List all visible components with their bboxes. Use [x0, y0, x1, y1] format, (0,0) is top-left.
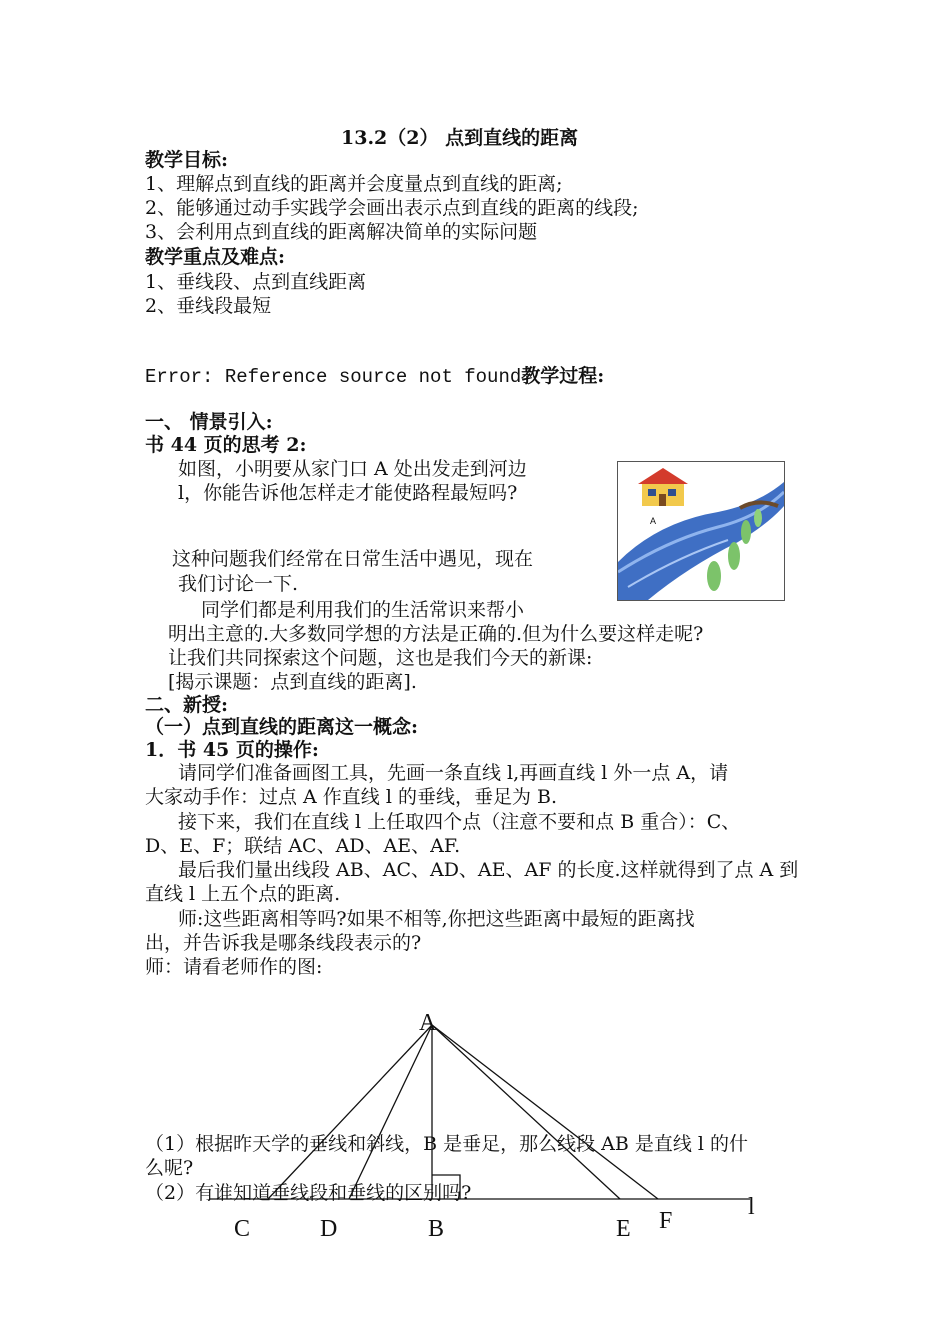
label-c: C [234, 1216, 251, 1242]
label-d: D [320, 1216, 338, 1242]
question-1-line1: （1）根据昨天学的垂线和斜线，B 是垂足，那么线段 AB 是直线 l 的什 [145, 1133, 749, 1155]
section2-para4-line2: 出，并告诉我是哪条线段表示的? [145, 932, 422, 954]
illustration-label-a: A [650, 516, 657, 526]
section1-heading: 一、 情景引入: [145, 411, 273, 433]
segment-ad [349, 1025, 432, 1199]
section2-sub1: （一）点到直线的距离这一概念: [145, 716, 419, 738]
process-heading: 教学过程: [521, 365, 605, 387]
section2-para2-line1: 接下来，我们在直线 l 上任取四个点（注意不要和点 B 重合）：C、 [178, 811, 741, 833]
section2-para3-line2: 直线 l 上五个点的距离. [145, 883, 341, 905]
label-f: F [659, 1208, 673, 1234]
question-1-line2: 么呢? [145, 1157, 194, 1179]
section1-book-ref: 书 44 页的思考 2: [145, 434, 307, 456]
section2-heading: 二、新授: [145, 694, 229, 716]
label-l: l [748, 1194, 755, 1220]
section2-para4-line1: 师:这些距离相等吗?如果不相等,你把这些距离中最短的距离找 [178, 908, 695, 930]
page-title: 13.2（2） 点到直线的距离 [341, 127, 579, 149]
section1-p1-line2: l，你能告诉他怎样走才能使路程最短吗? [178, 482, 518, 504]
key-point-item-2: 2、垂线段最短 [145, 295, 272, 317]
objectives-heading: 教学目标: [145, 149, 229, 171]
section1-p3-line2: 明出主意的.大多数同学想的方法是正确的.但为什么要这样走呢? [168, 623, 704, 645]
section2-para2-line2: D、E、F；联结 AC、AD、AE、AF. [145, 835, 461, 857]
segment-af [432, 1025, 658, 1199]
section2-op-heading: 1．书 45 页的操作: [145, 739, 319, 761]
section1-p2-line1: 这种问题我们经常在日常生活中遇见，现在 [172, 548, 534, 570]
label-e: E [616, 1216, 631, 1242]
label-a: A [419, 1010, 437, 1036]
section1-p3-line3: 让我们共同探索这个问题，这也是我们今天的新课: [168, 647, 593, 669]
segment-ae [432, 1025, 620, 1199]
objective-item-3: 3、会利用点到直线的距离解决简单的实际问题 [145, 221, 538, 243]
key-points-heading: 教学重点及难点: [145, 246, 286, 268]
key-point-item-1: 1、垂线段、点到直线距离 [145, 271, 367, 293]
section2-para3-line1: 最后我们量出线段 AB、AC、AD、AE、AF 的长度.这样就得到了点 A 到 [178, 859, 799, 881]
section1-p2-line2: 我们讨论一下. [178, 573, 299, 595]
section1-p3-line4: [揭示课题：点到直线的距离]. [168, 671, 417, 693]
section2-para1-line2: 大家动手作：过点 A 作直线 l 的垂线，垂足为 B. [145, 786, 557, 808]
objective-item-2: 2、能够通过动手实践学会画出表示点到直线的距离的线段; [145, 197, 639, 219]
section1-p1-line1: 如图，小明要从家门口 A 处出发走到河边 [178, 458, 527, 480]
label-b: B [428, 1216, 445, 1242]
section1-p3-line1: 同学们都是利用我们的生活常识来帮小 [201, 599, 525, 621]
teacher-line: 师：请看老师作的图: [145, 956, 323, 978]
reference-error-text: Error: Reference source not found [145, 366, 522, 388]
section2-para1-line1: 请同学们准备画图工具，先画一条直线 l,再画直线 l 外一点 A，请 [178, 762, 729, 784]
segment-ac [268, 1025, 432, 1199]
question-2: （2）有谁知道垂线段和垂线的区别吗? [145, 1182, 472, 1204]
objective-item-1: 1、理解点到直线的距离并会度量点到直线的距离; [145, 173, 563, 195]
